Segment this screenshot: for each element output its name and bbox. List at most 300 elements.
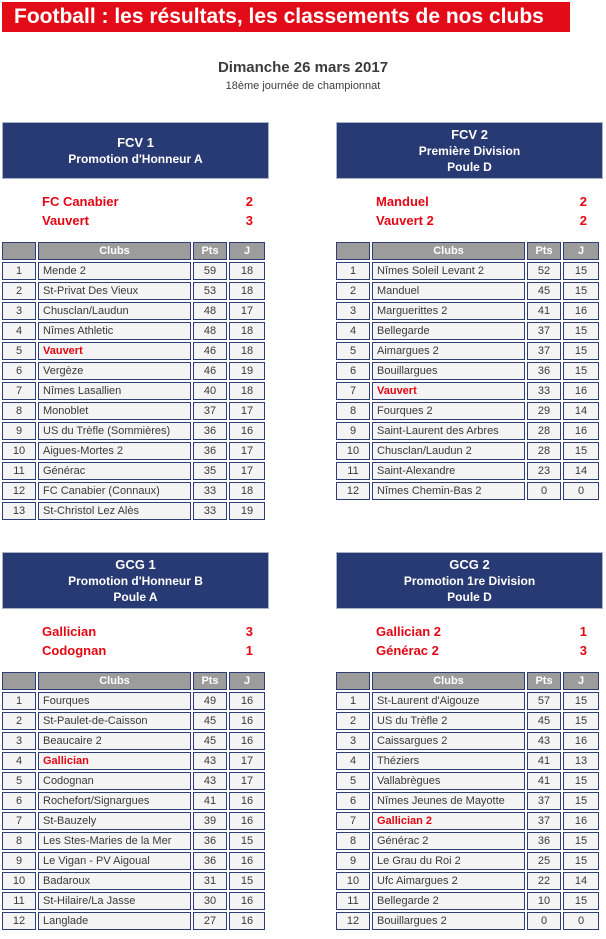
standings-cell-j: 14 bbox=[563, 872, 599, 890]
standings-cell-j: 15 bbox=[563, 852, 599, 870]
standings-cell-rank: 3 bbox=[336, 732, 370, 750]
match-score: 2 bbox=[579, 213, 587, 228]
standings-cell-club: Caissargues 2 bbox=[372, 732, 525, 750]
standings-row bbox=[2, 692, 265, 710]
standings-cell-rank: 11 bbox=[2, 892, 36, 910]
match-score: 2 bbox=[579, 194, 587, 209]
standings-cell-rank: 6 bbox=[2, 792, 36, 810]
standings-row bbox=[2, 282, 265, 300]
section-subtitle: Promotion d'Honneur B bbox=[68, 574, 203, 588]
standings-cell-rank: 1 bbox=[2, 692, 36, 710]
standings-cell-j: 17 bbox=[229, 462, 265, 480]
standings-cell-club: Badaroux bbox=[38, 872, 191, 890]
standings-cell-pts: 33 bbox=[527, 382, 561, 400]
match-row bbox=[42, 641, 253, 660]
page-title-banner: Football : les résultats, les classements de nos clubs bbox=[2, 2, 570, 32]
standings-header-row bbox=[2, 242, 265, 260]
standings-cell-rank: 9 bbox=[2, 422, 36, 440]
section-gcg1 bbox=[2, 552, 269, 932]
standings-row bbox=[2, 892, 265, 910]
standings-cell-club: Saint-Alexandre bbox=[372, 462, 525, 480]
standings-row bbox=[2, 382, 265, 400]
standings-cell-rank: 2 bbox=[2, 282, 36, 300]
standings-cell-pts: 10 bbox=[527, 892, 561, 910]
standings-cell-pts: 29 bbox=[527, 402, 561, 420]
section-gcg2 bbox=[336, 552, 603, 932]
standings-row bbox=[336, 482, 599, 500]
standings-cell-rank: 6 bbox=[336, 792, 370, 810]
standings-cell-pts: 37 bbox=[527, 322, 561, 340]
standings-cell-club: Le Vigan - PV Aigoual bbox=[38, 852, 191, 870]
standings-cell-pts: 25 bbox=[527, 852, 561, 870]
standings-cell-rank: 1 bbox=[336, 692, 370, 710]
match-team: Vauvert 2 bbox=[376, 213, 434, 228]
standings-cell-rank: 11 bbox=[336, 892, 370, 910]
section-title: FCV 1 bbox=[117, 135, 154, 150]
section-title: GCG 2 bbox=[449, 557, 490, 572]
match-team: Générac 2 bbox=[376, 643, 439, 658]
standings-cell-j: 16 bbox=[229, 712, 265, 730]
standings-cell-j: 16 bbox=[229, 792, 265, 810]
standings-cell-club: Nîmes Soleil Levant 2 bbox=[372, 262, 525, 280]
standings-cell-j: 18 bbox=[229, 322, 265, 340]
header-pts: Pts bbox=[193, 242, 227, 260]
standings-row bbox=[2, 482, 265, 500]
standings-row bbox=[2, 872, 265, 890]
standings-row bbox=[2, 772, 265, 790]
standings-cell-rank: 2 bbox=[336, 282, 370, 300]
standings-row bbox=[336, 832, 599, 850]
match-result bbox=[376, 622, 587, 660]
match-result bbox=[376, 192, 587, 230]
standings-row bbox=[336, 462, 599, 480]
header-rank bbox=[2, 672, 36, 690]
standings-cell-rank: 13 bbox=[2, 502, 36, 520]
standings-cell-pts: 43 bbox=[193, 752, 227, 770]
standings-row bbox=[336, 302, 599, 320]
section-subtitle: Promotion d'Honneur A bbox=[68, 152, 203, 166]
standings-cell-club: Vergèze bbox=[38, 362, 191, 380]
standings-cell-j: 15 bbox=[563, 342, 599, 360]
standings-cell-rank: 10 bbox=[2, 442, 36, 460]
standings-row bbox=[336, 752, 599, 770]
standings-cell-club: Rochefort/Signargues bbox=[38, 792, 191, 810]
standings-cell-pts: 40 bbox=[193, 382, 227, 400]
standings-cell-club: Chusclan/Laudun bbox=[38, 302, 191, 320]
standings-cell-j: 16 bbox=[229, 852, 265, 870]
standings-row bbox=[336, 382, 599, 400]
standings-cell-club: Beaucaire 2 bbox=[38, 732, 191, 750]
standings-cell-rank: 5 bbox=[336, 342, 370, 360]
standings-cell-j: 18 bbox=[229, 382, 265, 400]
standings-cell-j: 17 bbox=[229, 442, 265, 460]
standings-cell-pts: 0 bbox=[527, 482, 561, 500]
standings-cell-club: Manduel bbox=[372, 282, 525, 300]
standings-cell-pts: 59 bbox=[193, 262, 227, 280]
standings-cell-pts: 48 bbox=[193, 302, 227, 320]
standings-cell-j: 15 bbox=[563, 692, 599, 710]
standings-cell-rank: 8 bbox=[2, 402, 36, 420]
standings-cell-rank: 8 bbox=[2, 832, 36, 850]
standings-cell-club: Bouillargues 2 bbox=[372, 912, 525, 930]
standings-row bbox=[336, 712, 599, 730]
standings-cell-pts: 43 bbox=[527, 732, 561, 750]
standings-cell-j: 15 bbox=[563, 832, 599, 850]
standings-cell-club: Nîmes Jeunes de Mayotte bbox=[372, 792, 525, 810]
standings-cell-rank: 9 bbox=[336, 422, 370, 440]
standings-row bbox=[2, 342, 265, 360]
match-team: Vauvert bbox=[42, 213, 89, 228]
match-team: Codognan bbox=[42, 643, 107, 658]
standings-cell-pts: 41 bbox=[527, 302, 561, 320]
standings-row bbox=[2, 792, 265, 810]
standings-row bbox=[2, 912, 265, 930]
standings-cell-j: 17 bbox=[229, 402, 265, 420]
standings-cell-pts: 27 bbox=[193, 912, 227, 930]
standings-cell-club: Aimargues 2 bbox=[372, 342, 525, 360]
standings-cell-club: Fourques bbox=[38, 692, 191, 710]
section-subtitle: Poule D bbox=[447, 590, 492, 604]
section-fcv1 bbox=[2, 122, 269, 522]
standings-cell-club: Le Grau du Roi 2 bbox=[372, 852, 525, 870]
standings-cell-pts: 36 bbox=[527, 832, 561, 850]
section-header-fcv2 bbox=[336, 122, 603, 179]
standings-row bbox=[2, 302, 265, 320]
standings-cell-rank: 8 bbox=[336, 832, 370, 850]
standings-cell-club: Nîmes Athletic bbox=[38, 322, 191, 340]
standings-cell-club: Vallabrègues bbox=[372, 772, 525, 790]
header-clubs: Clubs bbox=[372, 242, 525, 260]
standings-cell-rank: 5 bbox=[2, 772, 36, 790]
standings-cell-club: St-Hilaire/La Jasse bbox=[38, 892, 191, 910]
standings-cell-rank: 2 bbox=[2, 712, 36, 730]
standings-cell-club: Bellegarde 2 bbox=[372, 892, 525, 910]
standings-row bbox=[336, 402, 599, 420]
standings-cell-club: FC Canabier (Connaux) bbox=[38, 482, 191, 500]
sections-grid bbox=[2, 122, 604, 932]
date-title: Dimanche 26 mars 2017 bbox=[217, 59, 389, 76]
standings-cell-j: 18 bbox=[229, 342, 265, 360]
standings-table-fcv1 bbox=[0, 240, 267, 522]
standings-cell-pts: 53 bbox=[193, 282, 227, 300]
match-score: 2 bbox=[245, 194, 253, 209]
standings-cell-rank: 12 bbox=[336, 912, 370, 930]
standings-cell-j: 15 bbox=[563, 282, 599, 300]
standings-row bbox=[336, 872, 599, 890]
standings-cell-pts: 46 bbox=[193, 342, 227, 360]
standings-row bbox=[336, 732, 599, 750]
standings-cell-pts: 36 bbox=[193, 422, 227, 440]
standings-cell-j: 15 bbox=[563, 362, 599, 380]
standings-row bbox=[336, 912, 599, 930]
standings-cell-rank: 4 bbox=[2, 322, 36, 340]
header-clubs: Clubs bbox=[372, 672, 525, 690]
standings-cell-rank: 2 bbox=[336, 712, 370, 730]
standings-cell-club: St-Christol Lez Alès bbox=[38, 502, 191, 520]
standings-header-row bbox=[336, 242, 599, 260]
standings-cell-j: 16 bbox=[229, 692, 265, 710]
standings-cell-pts: 57 bbox=[527, 692, 561, 710]
standings-cell-j: 14 bbox=[563, 462, 599, 480]
standings-row bbox=[2, 322, 265, 340]
standings-cell-club: Bouillargues bbox=[372, 362, 525, 380]
match-score: 1 bbox=[579, 624, 587, 639]
match-score: 1 bbox=[245, 643, 253, 658]
standings-cell-rank: 4 bbox=[2, 752, 36, 770]
standings-row bbox=[336, 692, 599, 710]
standings-cell-club: Ufc Aimargues 2 bbox=[372, 872, 525, 890]
standings-cell-rank: 10 bbox=[336, 872, 370, 890]
standings-cell-pts: 36 bbox=[193, 832, 227, 850]
standings-cell-club: Générac 2 bbox=[372, 832, 525, 850]
standings-cell-j: 19 bbox=[229, 502, 265, 520]
standings-row bbox=[336, 772, 599, 790]
standings-cell-rank: 4 bbox=[336, 752, 370, 770]
standings-cell-pts: 23 bbox=[527, 462, 561, 480]
section-fcv2 bbox=[336, 122, 603, 522]
standings-row bbox=[2, 812, 265, 830]
standings-cell-j: 0 bbox=[563, 912, 599, 930]
standings-cell-j: 15 bbox=[563, 772, 599, 790]
standings-cell-j: 15 bbox=[563, 712, 599, 730]
standings-cell-rank: 7 bbox=[336, 382, 370, 400]
standings-cell-rank: 4 bbox=[336, 322, 370, 340]
match-row bbox=[42, 211, 253, 230]
standings-cell-j: 0 bbox=[563, 482, 599, 500]
standings-cell-club: US du Trèfle 2 bbox=[372, 712, 525, 730]
standings-cell-rank: 12 bbox=[336, 482, 370, 500]
match-row bbox=[376, 211, 587, 230]
standings-cell-j: 16 bbox=[563, 812, 599, 830]
standings-cell-j: 16 bbox=[229, 812, 265, 830]
section-subtitle: Première Division bbox=[418, 144, 521, 158]
standings-cell-j: 15 bbox=[563, 322, 599, 340]
standings-cell-rank: 10 bbox=[336, 442, 370, 460]
section-subtitle: Poule A bbox=[113, 590, 158, 604]
date-block bbox=[2, 59, 604, 92]
standings-cell-j: 19 bbox=[229, 362, 265, 380]
standings-cell-pts: 39 bbox=[193, 812, 227, 830]
standings-row bbox=[2, 442, 265, 460]
standings-row bbox=[336, 282, 599, 300]
standings-cell-pts: 28 bbox=[527, 442, 561, 460]
standings-cell-j: 15 bbox=[563, 892, 599, 910]
standings-cell-pts: 36 bbox=[193, 442, 227, 460]
standings-cell-rank: 8 bbox=[336, 402, 370, 420]
standings-cell-pts: 52 bbox=[527, 262, 561, 280]
standings-cell-rank: 5 bbox=[336, 772, 370, 790]
standings-cell-rank: 10 bbox=[2, 872, 36, 890]
standings-cell-pts: 46 bbox=[193, 362, 227, 380]
standings-cell-pts: 37 bbox=[527, 792, 561, 810]
standings-cell-pts: 41 bbox=[193, 792, 227, 810]
standings-header-row bbox=[2, 672, 265, 690]
standings-cell-club: Vauvert bbox=[38, 342, 191, 360]
standings-cell-pts: 43 bbox=[193, 772, 227, 790]
standings-cell-club: Fourques 2 bbox=[372, 402, 525, 420]
standings-cell-club: St-Laurent d'Aigouze bbox=[372, 692, 525, 710]
standings-row bbox=[2, 732, 265, 750]
standings-cell-rank: 6 bbox=[336, 362, 370, 380]
standings-cell-pts: 49 bbox=[193, 692, 227, 710]
standings-cell-rank: 3 bbox=[336, 302, 370, 320]
standings-cell-club: Codognan bbox=[38, 772, 191, 790]
standings-cell-club: St-Paulet-de-Caisson bbox=[38, 712, 191, 730]
standings-cell-club: Gallician 2 bbox=[372, 812, 525, 830]
standings-cell-j: 17 bbox=[229, 302, 265, 320]
standings-row bbox=[2, 852, 265, 870]
header-pts: Pts bbox=[527, 672, 561, 690]
header-clubs: Clubs bbox=[38, 672, 191, 690]
standings-cell-club: St-Privat Des Vieux bbox=[38, 282, 191, 300]
standings-cell-pts: 36 bbox=[193, 852, 227, 870]
standings-cell-club: US du Trèfle (Sommières) bbox=[38, 422, 191, 440]
standings-row bbox=[336, 422, 599, 440]
standings-row bbox=[2, 502, 265, 520]
header-j: J bbox=[563, 672, 599, 690]
standings-cell-club: Chusclan/Laudun 2 bbox=[372, 442, 525, 460]
section-subtitle: Promotion 1re Division bbox=[403, 574, 536, 588]
standings-cell-j: 13 bbox=[563, 752, 599, 770]
standings-cell-j: 18 bbox=[229, 482, 265, 500]
standings-cell-club: Mende 2 bbox=[38, 262, 191, 280]
header-rank bbox=[336, 242, 370, 260]
standings-cell-club: Monoblet bbox=[38, 402, 191, 420]
standings-row bbox=[336, 812, 599, 830]
header-rank bbox=[336, 672, 370, 690]
standings-table-gcg2 bbox=[334, 670, 601, 932]
standings-cell-pts: 37 bbox=[193, 402, 227, 420]
header-rank bbox=[2, 242, 36, 260]
standings-cell-j: 16 bbox=[563, 382, 599, 400]
standings-cell-pts: 22 bbox=[527, 872, 561, 890]
standings-cell-rank: 1 bbox=[2, 262, 36, 280]
standings-cell-j: 16 bbox=[229, 892, 265, 910]
section-header-gcg2 bbox=[336, 552, 603, 609]
header-j: J bbox=[229, 672, 265, 690]
standings-cell-club: Aigues-Mortes 2 bbox=[38, 442, 191, 460]
standings-row bbox=[336, 342, 599, 360]
standings-cell-rank: 3 bbox=[2, 302, 36, 320]
section-title: GCG 1 bbox=[115, 557, 156, 572]
standings-cell-pts: 45 bbox=[527, 282, 561, 300]
standings-cell-j: 16 bbox=[563, 302, 599, 320]
match-row bbox=[376, 192, 587, 211]
standings-cell-pts: 30 bbox=[193, 892, 227, 910]
header-pts: Pts bbox=[527, 242, 561, 260]
section-title: FCV 2 bbox=[451, 127, 488, 142]
standings-cell-rank: 7 bbox=[2, 812, 36, 830]
standings-cell-rank: 6 bbox=[2, 362, 36, 380]
match-row bbox=[42, 192, 253, 211]
header-j: J bbox=[229, 242, 265, 260]
standings-row bbox=[2, 362, 265, 380]
standings-cell-rank: 7 bbox=[2, 382, 36, 400]
standings-cell-rank: 1 bbox=[336, 262, 370, 280]
standings-cell-rank: 11 bbox=[2, 462, 36, 480]
standings-cell-pts: 37 bbox=[527, 812, 561, 830]
standings-row bbox=[2, 422, 265, 440]
standings-cell-pts: 35 bbox=[193, 462, 227, 480]
standings-cell-j: 15 bbox=[229, 832, 265, 850]
standings-cell-rank: 11 bbox=[336, 462, 370, 480]
standings-cell-club: Langlade bbox=[38, 912, 191, 930]
match-team: Gallician bbox=[42, 624, 97, 639]
standings-cell-club: Gallician bbox=[38, 752, 191, 770]
standings-row bbox=[2, 712, 265, 730]
standings-cell-j: 16 bbox=[229, 732, 265, 750]
standings-cell-j: 16 bbox=[563, 732, 599, 750]
standings-cell-pts: 0 bbox=[527, 912, 561, 930]
section-header-fcv1 bbox=[2, 122, 269, 179]
standings-cell-pts: 45 bbox=[193, 712, 227, 730]
standings-cell-j: 16 bbox=[229, 912, 265, 930]
standings-cell-rank: 7 bbox=[336, 812, 370, 830]
standings-cell-j: 18 bbox=[229, 282, 265, 300]
match-result bbox=[42, 192, 253, 230]
standings-cell-club: Bellegarde bbox=[372, 322, 525, 340]
section-subtitle: Poule D bbox=[447, 160, 492, 174]
standings-row bbox=[336, 852, 599, 870]
match-row bbox=[376, 622, 587, 641]
standings-cell-club: St-Bauzely bbox=[38, 812, 191, 830]
match-score: 3 bbox=[245, 213, 253, 228]
standings-row bbox=[336, 322, 599, 340]
standings-cell-rank: 3 bbox=[2, 732, 36, 750]
standings-cell-rank: 5 bbox=[2, 342, 36, 360]
standings-table-gcg1 bbox=[0, 670, 267, 932]
match-row bbox=[42, 622, 253, 641]
standings-row bbox=[2, 462, 265, 480]
standings-cell-pts: 33 bbox=[193, 482, 227, 500]
standings-cell-j: 15 bbox=[563, 792, 599, 810]
standings-cell-pts: 36 bbox=[527, 362, 561, 380]
match-score: 3 bbox=[579, 643, 587, 658]
match-result bbox=[42, 622, 253, 660]
standings-row bbox=[336, 362, 599, 380]
standings-cell-j: 16 bbox=[229, 422, 265, 440]
standings-cell-rank: 12 bbox=[2, 912, 36, 930]
standings-cell-rank: 12 bbox=[2, 482, 36, 500]
date-subtitle: 18ème journée de championnat bbox=[225, 80, 381, 92]
standings-cell-rank: 9 bbox=[336, 852, 370, 870]
standings-row bbox=[336, 892, 599, 910]
standings-cell-club: Vauvert bbox=[372, 382, 525, 400]
standings-row bbox=[336, 262, 599, 280]
match-team: Gallician 2 bbox=[376, 624, 442, 639]
standings-cell-pts: 37 bbox=[527, 342, 561, 360]
standings-cell-j: 15 bbox=[563, 262, 599, 280]
standings-header-row bbox=[336, 672, 599, 690]
standings-table-fcv2 bbox=[334, 240, 601, 502]
standings-cell-j: 16 bbox=[563, 422, 599, 440]
header-pts: Pts bbox=[193, 672, 227, 690]
standings-cell-j: 15 bbox=[563, 442, 599, 460]
standings-row bbox=[2, 402, 265, 420]
standings-cell-club: Théziers bbox=[372, 752, 525, 770]
match-team: FC Canabier bbox=[42, 194, 119, 209]
standings-cell-j: 18 bbox=[229, 262, 265, 280]
standings-cell-pts: 28 bbox=[527, 422, 561, 440]
standings-cell-pts: 41 bbox=[527, 752, 561, 770]
standings-row bbox=[2, 262, 265, 280]
standings-cell-pts: 33 bbox=[193, 502, 227, 520]
standings-cell-j: 17 bbox=[229, 772, 265, 790]
standings-row bbox=[336, 792, 599, 810]
standings-cell-pts: 31 bbox=[193, 872, 227, 890]
standings-cell-rank: 9 bbox=[2, 852, 36, 870]
standings-cell-club: Générac bbox=[38, 462, 191, 480]
